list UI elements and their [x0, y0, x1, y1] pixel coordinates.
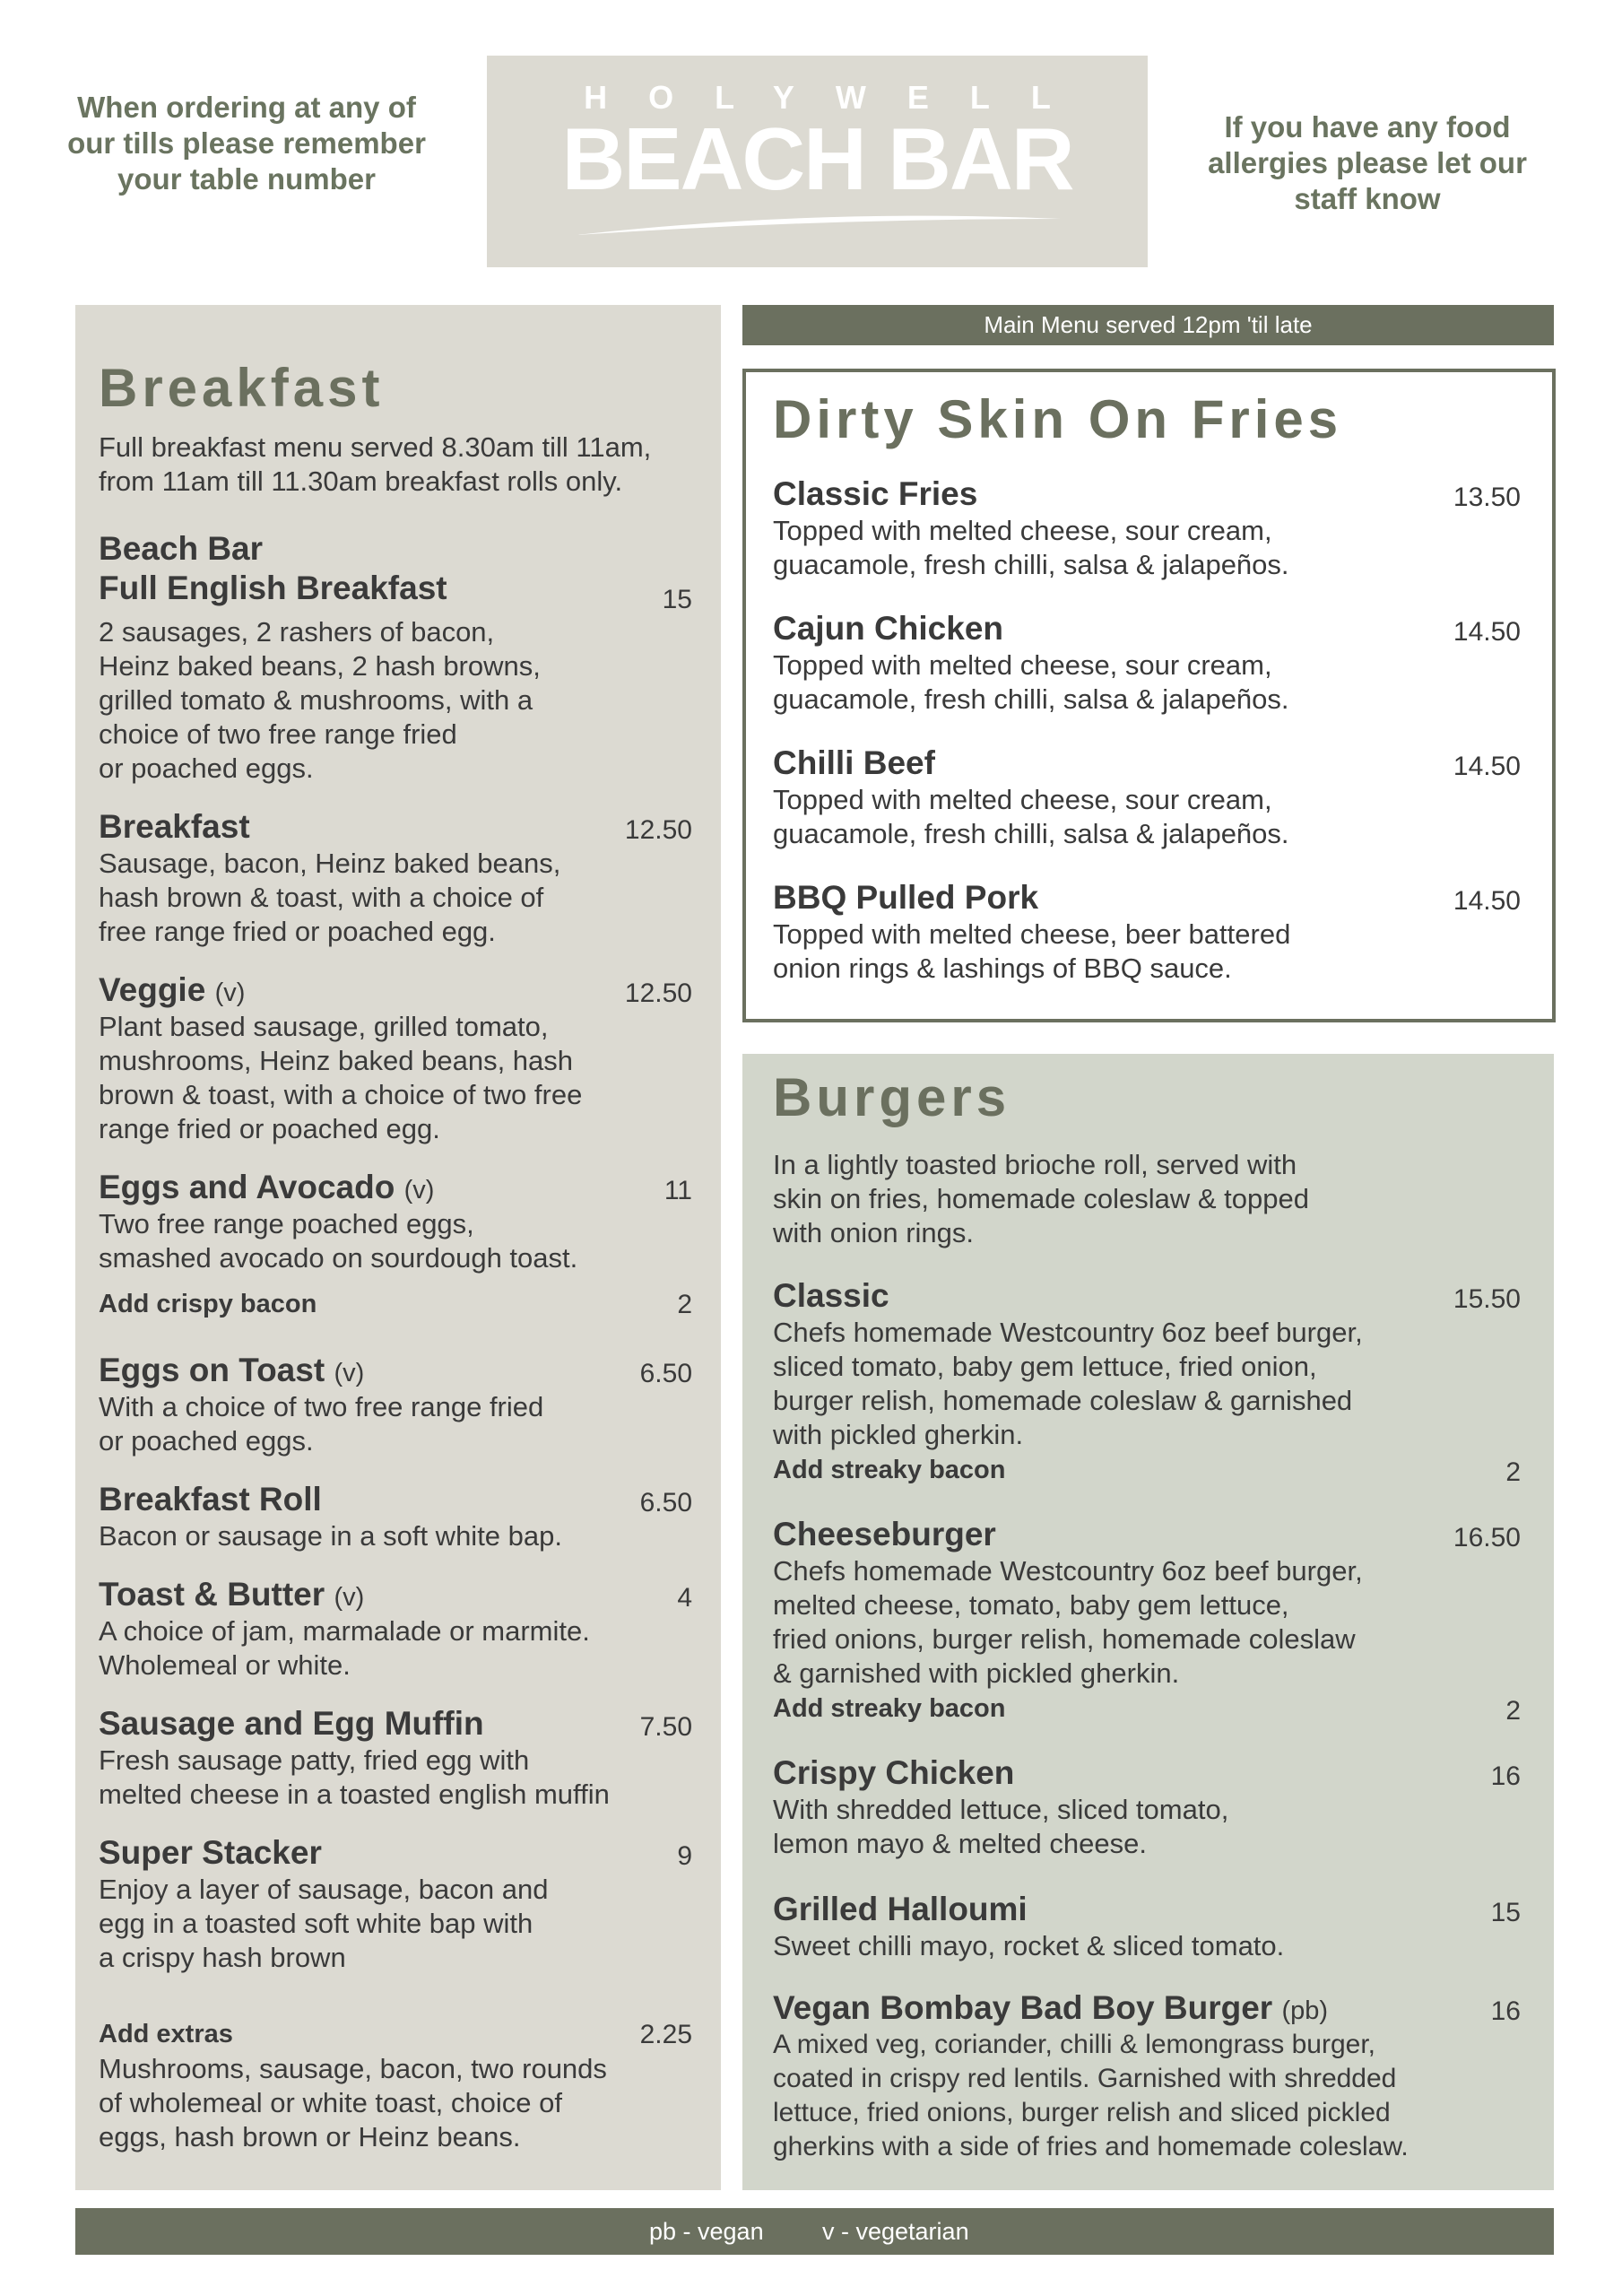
holywell-beach-bar-logo — [487, 56, 1148, 267]
item-super-stacker-desc: Enjoy a layer of sausage, bacon and egg in a toasted soft white bap with a crispy hash brown — [99, 1874, 549, 1973]
item-eggs-toast-desc: With a choice of two free range fried or poached eggs. — [99, 1391, 544, 1457]
item-super-stacker-name: Super Stacker — [99, 1834, 322, 1871]
wave-icon — [577, 199, 1061, 244]
addon-crispy-bacon-price: 2 — [677, 1290, 692, 1319]
addon-crispy-bacon-name: Add crispy bacon — [99, 1290, 317, 1318]
item-eggs-avocado-desc: Two free range poached eggs, smashed avocado on sourdough toast. — [99, 1208, 578, 1274]
item-veggie-price: 12.50 — [624, 978, 692, 1008]
item-chilli-beef-name: Chilli Beef — [773, 744, 935, 781]
logo-top-text: HOLYWELL — [584, 79, 1092, 116]
item-crispy-chicken-name: Crispy Chicken — [773, 1754, 1015, 1791]
item-full-english-price: 15 — [662, 585, 692, 614]
item-breakfast-price: 12.50 — [624, 815, 692, 845]
item-full-english-desc: 2 sausages, 2 rashers of bacon, Heinz baked beans, 2 hash browns, grilled tomato & mushrooms, with a choice of two free range fried or poached eggs. — [99, 616, 541, 784]
item-chilli-beef-desc: Topped with melted cheese, sour cream, guacamole, fresh chilli, salsa & jalapeños. — [773, 784, 1289, 849]
item-sausage-muffin-price: 7.50 — [639, 1712, 692, 1742]
addon-streaky-bacon-classic-price: 2 — [1505, 1457, 1521, 1487]
item-halloumi-desc: Sweet chilli mayo, rocket & sliced tomato. — [773, 1930, 1285, 1961]
item-breakfast-desc: Sausage, bacon, Heinz baked beans, hash brown & toast, with a choice of free range fried or poached egg. — [99, 848, 561, 947]
item-full-english-name: Beach Bar Full English Breakfast — [99, 530, 447, 606]
item-classic-fries-name: Classic Fries — [773, 475, 978, 512]
dietary-legend-banner — [75, 2208, 1554, 2255]
item-vegan-bombay-name: Vegan Bombay Bad Boy Burger (pb) — [773, 1989, 1329, 2026]
main-menu-banner: Main Menu served 12pm 'til late — [742, 305, 1554, 345]
item-super-stacker-price: 9 — [677, 1841, 692, 1871]
legend-vegan: pb - vegan — [649, 2218, 764, 2245]
item-crispy-chicken-desc: With shredded lettuce, sliced tomato, lemon mayo & melted cheese. — [773, 1794, 1229, 1859]
item-vegan-bombay-price: 16 — [1490, 1996, 1521, 2026]
item-toast-butter-price: 4 — [677, 1583, 692, 1613]
item-classic-fries-price: 13.50 — [1453, 483, 1521, 512]
item-vegan-bombay-desc: A mixed veg, coriander, chilli & lemongrass burger, coated in crispy red lentils. Garnished with shredded lettuce, fried onions, burger relish and sliced pickled gherkins with a side of fries and homemade coleslaw. — [773, 2030, 1409, 2161]
item-cajun-chicken-price: 14.50 — [1453, 617, 1521, 647]
legend-vegetarian: v - vegetarian — [822, 2218, 969, 2245]
item-cajun-chicken-name: Cajun Chicken — [773, 610, 1003, 647]
item-veggie-name: Veggie (v) — [99, 971, 246, 1008]
item-chilli-beef-price: 14.50 — [1453, 752, 1521, 781]
item-cajun-chicken-desc: Topped with melted cheese, sour cream, guacamole, fresh chilli, salsa & jalapeños. — [773, 649, 1289, 715]
item-classic-burger-price: 15.50 — [1453, 1284, 1521, 1314]
item-classic-burger-name: Classic — [773, 1277, 889, 1314]
item-cheeseburger-desc: Chefs homemade Westcountry 6oz beef burger, melted cheese, tomato, baby gem lettuce, fried onions, burger relish, homemade coleslaw & garnished with pickled gherkin. — [773, 1555, 1363, 1689]
item-sausage-muffin-name: Sausage and Egg Muffin — [99, 1705, 484, 1742]
breakfast-intro: Full breakfast menu served 8.30am till 11am, from 11am till 11.30am breakfast rolls only. — [99, 431, 652, 497]
item-bbq-pork-name: BBQ Pulled Pork — [773, 879, 1039, 916]
table-number-note: When ordering at any of our tills please remember your table number — [67, 91, 426, 196]
burgers-panel — [742, 1054, 1554, 2190]
fries-panel — [742, 369, 1556, 1022]
item-bbq-pork-price: 14.50 — [1453, 886, 1521, 916]
item-eggs-avocado-name: Eggs and Avocado (v) — [99, 1169, 435, 1205]
fries-title: Dirty Skin On Fries — [773, 389, 1343, 449]
item-breakfast-roll-name: Breakfast Roll — [99, 1481, 322, 1518]
item-veggie-desc: Plant based sausage, grilled tomato, mushrooms, Heinz baked beans, hash brown & toast, with a choice of two free range fried or poached egg. — [99, 1011, 583, 1144]
item-toast-butter-desc: A choice of jam, marmalade or marmite. Wholemeal or white. — [99, 1615, 590, 1681]
item-sausage-muffin-desc: Fresh sausage patty, fried egg with melted cheese in a toasted english muffin — [99, 1744, 610, 1810]
item-cheeseburger-name: Cheeseburger — [773, 1516, 996, 1552]
item-toast-butter-name: Toast & Butter (v) — [99, 1576, 365, 1613]
item-breakfast-roll-desc: Bacon or sausage in a soft white bap. — [99, 1520, 562, 1552]
item-eggs-toast-name: Eggs on Toast (v) — [99, 1352, 365, 1388]
addon-streaky-bacon-cheese-price: 2 — [1505, 1696, 1521, 1726]
item-halloumi-name: Grilled Halloumi — [773, 1891, 1028, 1927]
item-bbq-pork-desc: Topped with melted cheese, beer battered onion rings & lashings of BBQ sauce. — [773, 918, 1291, 984]
extras-price: 2.25 — [639, 2020, 692, 2049]
extras-desc: Mushrooms, sausage, bacon, two rounds of wholemeal or white toast, choice of eggs, hash brown or Heinz beans. — [99, 2053, 607, 2152]
burgers-intro: In a lightly toasted brioche roll, served with skin on fries, homemade coleslaw & topped with onion rings. — [773, 1149, 1309, 1248]
item-classic-burger-desc: Chefs homemade Westcountry 6oz beef burger, sliced tomato, baby gem lettuce, fried onion, burger relish, homemade coleslaw & garnished with pickled gherkin. — [773, 1317, 1363, 1450]
item-breakfast-roll-price: 6.50 — [639, 1488, 692, 1518]
item-cheeseburger-price: 16.50 — [1453, 1523, 1521, 1552]
addon-streaky-bacon-cheese-name: Add streaky bacon — [773, 1694, 1006, 1723]
addon-streaky-bacon-classic-name: Add streaky bacon — [773, 1456, 1006, 1484]
logo-main-text: BEACH BAR — [561, 109, 1073, 208]
item-halloumi-price: 15 — [1490, 1898, 1521, 1927]
allergy-note: If you have any food allergies please let our staff know — [1208, 110, 1527, 215]
item-crispy-chicken-price: 16 — [1490, 1761, 1521, 1791]
breakfast-title: Breakfast — [99, 358, 385, 418]
item-eggs-toast-price: 6.50 — [639, 1359, 692, 1388]
breakfast-panel — [75, 305, 721, 2190]
burgers-title: Burgers — [773, 1067, 1011, 1127]
extras-name: Add extras — [99, 2020, 233, 2048]
item-breakfast-name: Breakfast — [99, 808, 250, 845]
item-eggs-avocado-price: 11 — [664, 1176, 692, 1205]
item-classic-fries-desc: Topped with melted cheese, sour cream, guacamole, fresh chilli, salsa & jalapeños. — [773, 515, 1289, 580]
